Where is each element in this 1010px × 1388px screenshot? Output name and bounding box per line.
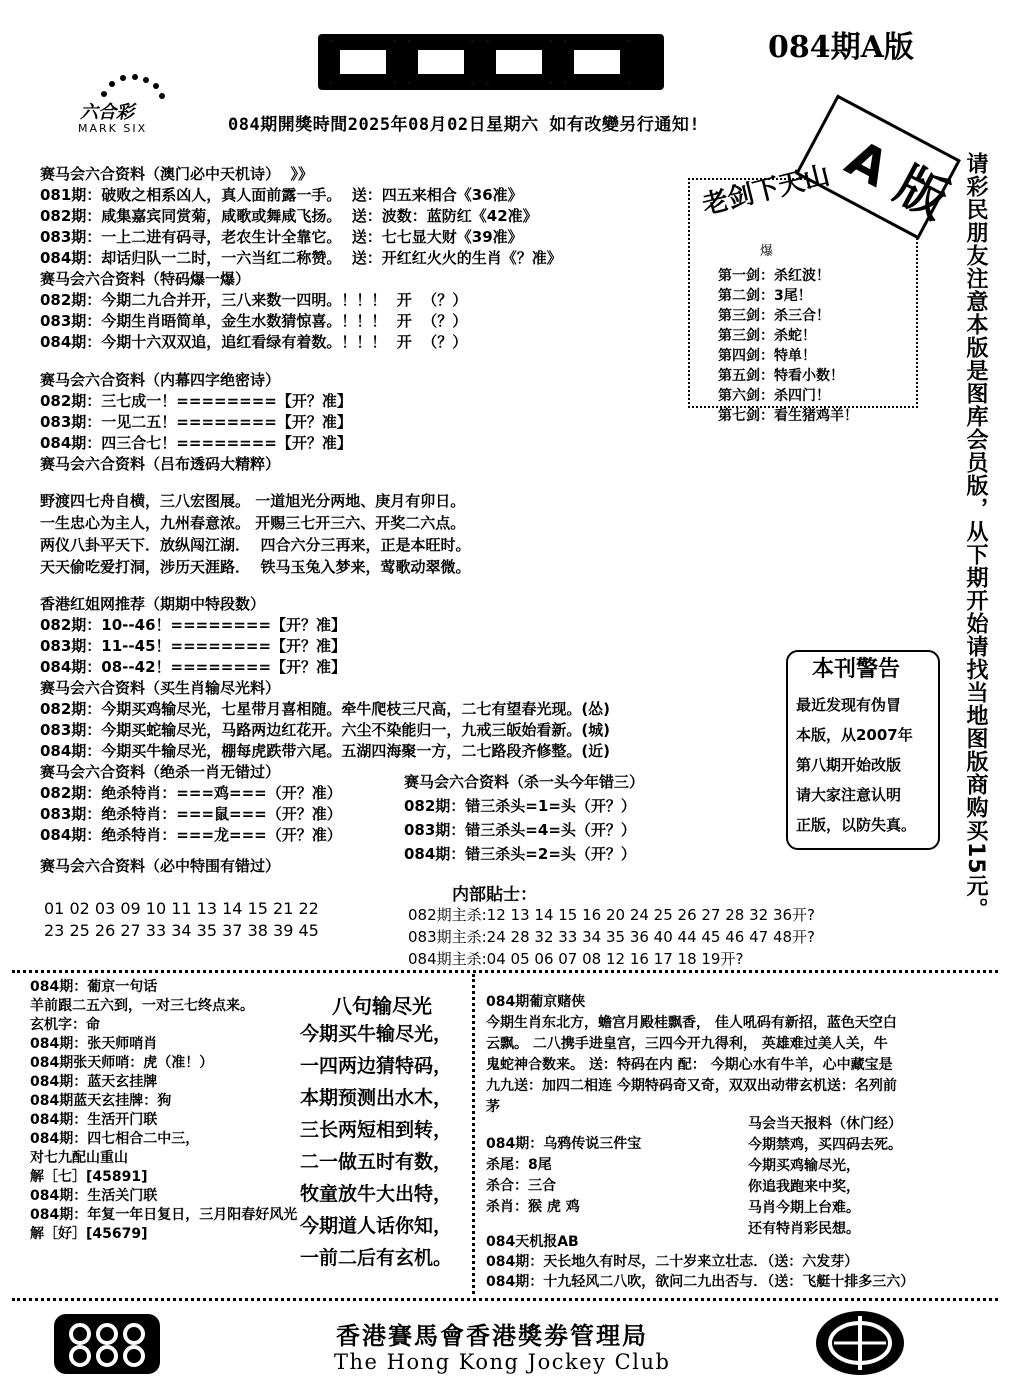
section-line: 084期：今期十六双双追，追红看绿有着数。！！！ 开 （？） xyxy=(40,333,468,351)
section-line: 082期：10--46！========【开？准】 xyxy=(40,616,347,634)
section-special-range xyxy=(40,856,280,877)
bottom-right-column xyxy=(486,992,897,1118)
tip-line: 082期主杀:12 13 14 15 16 20 24 25 26 27 28 32 36开? xyxy=(408,906,815,924)
divider-top xyxy=(12,970,998,973)
number-row: 01 02 03 09 10 11 13 14 15 21 22 xyxy=(44,899,319,918)
crow-line: 084期：乌鸦传说三件宝 xyxy=(486,1136,642,1152)
bl-line: 084期蓝天玄挂牌：狗 xyxy=(30,1093,172,1109)
sword-item: 第一剑：杀红波！ xyxy=(718,268,830,284)
bl-line: 084期：生活关门联 xyxy=(30,1188,158,1204)
br-line: 云飘。 二八携手进皇宫，三四今开九得利， 英雄难过美人关，牛 xyxy=(486,1036,888,1052)
warning-line: 本版，从2007年 xyxy=(796,726,913,744)
section-line: 082期：绝杀特肖：===鸡===（开？准） xyxy=(40,784,342,802)
section-line: 野渡四七舟自横，三八宏图展。 一道旭光分两地、庚月有卯日。 xyxy=(40,492,466,510)
bl-line: 解［好］[45679] xyxy=(30,1226,148,1242)
section-title: 赛马会六合资料（绝杀一肖无错过） xyxy=(40,763,281,781)
masthead-logo xyxy=(318,34,664,90)
divider-vertical xyxy=(472,974,475,1294)
poem8-line: 牧童放牛大出特， xyxy=(300,1183,453,1205)
section-line: 两仪八卦平天下．放纵闯江湖． 四合六分三再来，正是本旺时。 xyxy=(40,536,471,554)
jockey-club-emblem-right xyxy=(812,1308,908,1382)
sword-item: 第三剑：杀三合！ xyxy=(718,308,830,324)
section-line: 082期：今期二九合并开，三八来数一四明。！！！ 开 （？） xyxy=(40,291,468,309)
section-line: 081期：破败之相系凶人，真人面前露一手。 送：四五来相合《36准》 xyxy=(40,186,523,204)
number-grid xyxy=(44,898,319,942)
poem8-line: 本期预测出水木， xyxy=(300,1087,453,1109)
section-line: 083期：一上二进有码寻，老农生计全靠它。 送：七七显大财《39准》 xyxy=(40,228,523,246)
poem8-line: 今期买牛输尽光， xyxy=(300,1023,453,1045)
crow-line: 杀肖：猴 虎 鸡 xyxy=(486,1199,580,1215)
horse-line: 今期禁鸡，买四码去死。 xyxy=(748,1137,902,1153)
sword-item: 第四剑：特单！ xyxy=(718,348,816,364)
poem8 xyxy=(300,1018,452,1274)
footer-en: The Hong Kong Jockey Club xyxy=(334,1350,671,1374)
warning-title: 本刊警告 xyxy=(806,652,906,683)
section-kill-head xyxy=(404,770,644,866)
bl-line: 对七九配山重山 xyxy=(30,1150,128,1166)
section-line: 084期：绝杀特肖：===龙===（开？准） xyxy=(40,826,342,844)
section-four-char-poem xyxy=(40,370,352,475)
br-line: 茅 xyxy=(486,1099,500,1115)
section-title: 赛马会六合资料（内幕四字绝密诗） xyxy=(40,371,281,389)
number-row: 23 25 26 27 33 34 35 37 38 39 45 xyxy=(44,921,319,940)
bl-line: 084期张天师哨：虎（准！） xyxy=(30,1055,214,1071)
section-line: 084期：错三杀头=2=头（开？） xyxy=(404,845,636,863)
bottom-left-column xyxy=(30,978,297,1244)
divider-bottom xyxy=(12,1298,998,1301)
br-line: 九九送：加四二相连 今期特码奇又奇，双双出动带玄机送：名列前 xyxy=(486,1078,897,1094)
jockey-club-emblem-left xyxy=(52,1312,162,1380)
section-line: 084期：今期买牛输尽光，棚每虎跌带六尾。五湖四海聚一方，二七路段齐修整。(近) xyxy=(40,742,611,760)
bl-line: 解［七］[45891] xyxy=(30,1169,148,1185)
crow-section xyxy=(486,1134,641,1218)
tip-line: 084期主杀:04 05 06 07 08 12 16 17 18 19开? xyxy=(408,950,744,968)
section-line: 天天偷吃爱打洞，涉历天涯路． 铁马玉兔入梦来，莺歌动翠微。 xyxy=(40,558,471,576)
section-line: 083期：一见二五！========【开？准】 xyxy=(40,413,352,431)
section-line: 082期：三七成一！========【开？准】 xyxy=(40,392,352,410)
section-line: 084期：08--42！========【开？准】 xyxy=(40,658,347,676)
horse-line: 今期买鸡输尽光， xyxy=(748,1158,860,1174)
section-title: 赛马会六合资料（杀一头今年错三） xyxy=(404,773,645,791)
tianji-line: 084天机报AB xyxy=(486,1234,579,1250)
edition-stamp-text: A 版 xyxy=(836,129,958,231)
bl-line: 084期：蓝天玄挂牌 xyxy=(30,1074,158,1090)
sword-title: 老剑下天山 xyxy=(699,160,833,221)
poem8-title: 八句输尽光 xyxy=(332,994,432,1018)
edition-label: 084期A版 xyxy=(768,30,914,65)
sword-item: 第七剑：看生猪鸡羊！ xyxy=(718,408,858,424)
section-line: 083期：今期买蛇输尽光，马路两边红花开。六尘不染能归一，九戒三皈始看新。(城) xyxy=(40,721,611,739)
footer-cn: 香港賽馬會香港獎劵管理局 xyxy=(336,1321,648,1350)
section-line: 082期：咸集嘉宾同赏菊，咸歌或舞咸飞扬。 送：波数：蓝防红《42准》 xyxy=(40,207,538,225)
sword-item: 第六剑：杀四门！ xyxy=(718,388,830,404)
section-title: 赛马会六合资料（特码爆一爆） xyxy=(40,270,251,288)
bl-line: 084期：生活开门联 xyxy=(30,1112,158,1128)
sword-subtitle: 爆 xyxy=(760,244,774,259)
section-line: 084期：却话归队一二时，一六当红二称赞。 送：开红红火火的生肖《？准》 xyxy=(40,249,562,267)
section-line: 一生忠心为主人，九州春意浓。 开赐三七开三六、开奖二六点。 xyxy=(40,514,466,532)
warning-line: 最近发现有伪冒 xyxy=(796,696,902,714)
bl-line: 084期：四七相合二中三， xyxy=(30,1131,200,1147)
section-line: 083期：错三杀头=4=头（开？） xyxy=(404,821,636,839)
warning-line: 第八期开始改版 xyxy=(796,756,902,774)
warning-text xyxy=(796,690,916,840)
mark-six-cn: 六合彩 xyxy=(80,102,134,123)
sword-item: 第三剑：杀蛇！ xyxy=(718,328,816,344)
section-line: 082期：今期买鸡输尽光，七星带月喜相随。牵牛爬枝三尺高，二七有望春光现。(怂) xyxy=(40,700,611,718)
horse-line: 你追我跑来中奖， xyxy=(748,1179,860,1195)
tip-line: 083期主杀:24 28 32 33 34 35 36 40 44 45 46 47 48开? xyxy=(408,928,815,946)
insider-tips xyxy=(408,904,815,970)
section-macau-poem xyxy=(40,164,562,353)
section-line: 082期：错三杀头=1=头（开？） xyxy=(404,797,636,815)
bl-line: 084期：年复一年日复日，三月阳春好风光 xyxy=(30,1207,298,1223)
bl-line: 玄机字：命 xyxy=(30,1017,100,1033)
horse-line: 马会当天报料（休门经） xyxy=(748,1116,902,1132)
horse-line: 马肖今期上台难。 xyxy=(748,1200,860,1216)
poem8-line: 二一做五时有数， xyxy=(300,1151,453,1173)
section-title: 香港红姐网推荐（期期中特段数） xyxy=(40,595,266,613)
tianji-line: 084期：天长地久有时尽，二十岁来立壮志．（送：六发芽） xyxy=(486,1254,859,1270)
poem8-line: 今期道人话你知， xyxy=(300,1215,453,1237)
poem8-line: 一四两边猜特码， xyxy=(300,1055,453,1077)
horse-section xyxy=(748,1114,902,1240)
section-line: 083期：11--45！========【开？准】 xyxy=(40,637,347,655)
draw-time-notice: 084期開獎時間2025年08月02日星期六 如有改變另行通知! xyxy=(228,115,701,135)
warning-line: 正版，以防失真。 xyxy=(796,816,917,834)
horse-line: 还有特肖彩民想。 xyxy=(748,1221,860,1237)
section-line: 083期：绝杀特肖：===鼠===（开？准） xyxy=(40,805,342,823)
insider-tips-title: 内部貼士： xyxy=(452,885,537,905)
section-line: 084期：四三合七！========【开？准】 xyxy=(40,434,352,452)
bl-line: 084期：张天师哨肖 xyxy=(30,1036,158,1052)
section-title: 赛马会六合资料（吕布透码大精粹） xyxy=(40,455,281,473)
tianji-section xyxy=(486,1232,914,1292)
warning-line: 请大家注意认明 xyxy=(796,786,902,804)
sword-list xyxy=(718,266,908,424)
sword-item: 第五剑：特看小数！ xyxy=(718,368,844,384)
tianji-line: 084期：十九轻风二八吹，欲问二九出否与．（送：飞艇十排多三六） xyxy=(486,1274,915,1290)
section-title: 赛马会六合资料（买生肖输尽光料） xyxy=(40,679,281,697)
section-line: 083期：今期生肖晤简单，金生水数猜惊喜。！！！ 开 （？） xyxy=(40,312,468,330)
br-line: 084期葡京赌侠 xyxy=(486,994,586,1010)
bl-line: 羊前跟二五六到，一对三七终点来。 xyxy=(30,998,254,1014)
crow-line: 杀尾：8尾 xyxy=(486,1157,552,1173)
mark-six-en: MARK SIX xyxy=(78,122,148,135)
section-lubu-poem xyxy=(40,490,470,578)
sword-item: 第二剑：3尾！ xyxy=(718,288,812,304)
poem8-line: 三长两短相到转， xyxy=(300,1119,453,1141)
bl-line: 084期：葡京一句话 xyxy=(30,979,158,995)
section-title: 赛马会六合资料（必中特围有错过） xyxy=(40,857,281,875)
crow-line: 杀合：三合 xyxy=(486,1178,556,1194)
br-line: 鬼蛇神合数来。 送：特码在内 配： 今期心水有牛羊，心中藏宝是 xyxy=(486,1057,893,1073)
poem8-line: 一前二后有玄机。 xyxy=(300,1247,453,1269)
br-line: 今期生肖东北方，蟾宫月殿桂飘香， 佳人吼码有新招，蓝色天空白 xyxy=(486,1015,897,1031)
section-title: 赛马会六合资料（澳门必中天机诗） 》》 xyxy=(40,165,313,183)
member-notice: 请彩民朋友注意本版是图库会员版，从下期开始请找当地图版商购买15元。 xyxy=(963,152,988,921)
